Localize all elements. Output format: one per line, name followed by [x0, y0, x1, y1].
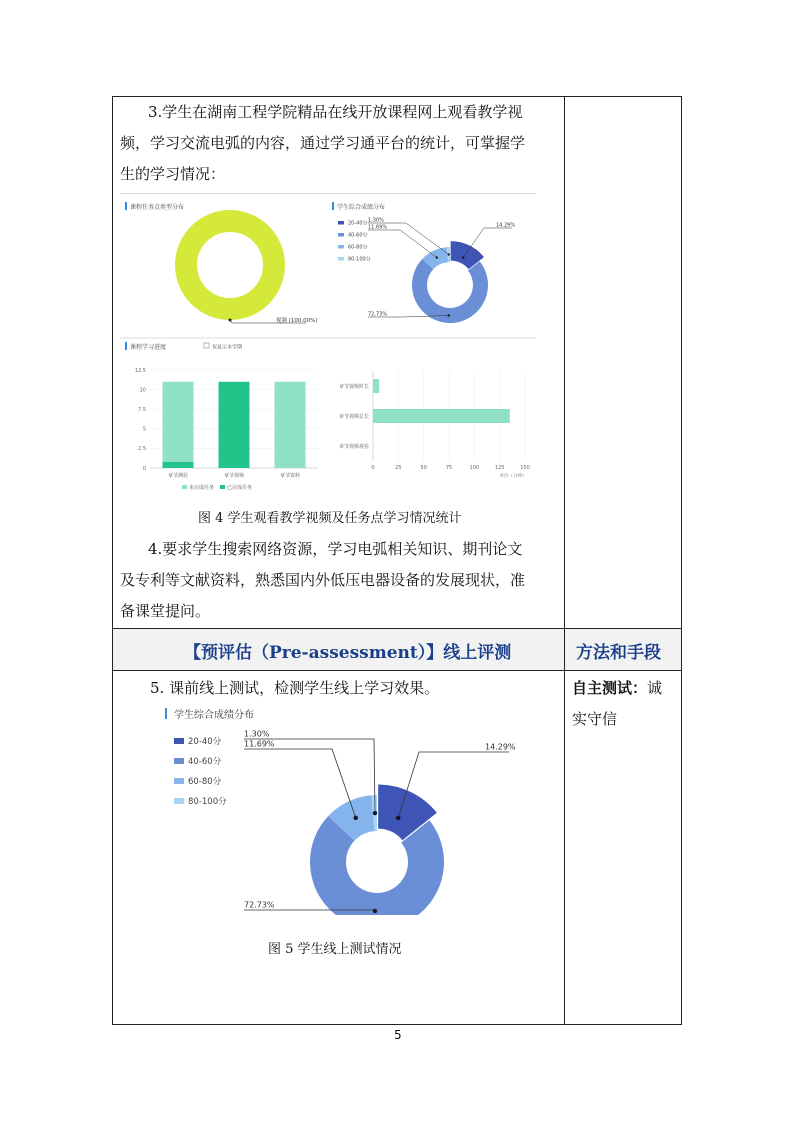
hbar-bar-0 [373, 379, 379, 393]
page-number: 5 [394, 1028, 402, 1042]
legend-swatch-0 [338, 221, 344, 225]
vbar-category-0: 章节测验 [167, 473, 189, 479]
legend-swatch-3 [338, 257, 344, 261]
header-divider [564, 628, 565, 671]
video-time-hbar-chart [339, 371, 530, 479]
paragraph-3-line-2: 频，学习交流电弧的内容，通过学习通平台的统计，可掌握学 [120, 134, 526, 152]
donut-title-marker [125, 202, 127, 210]
pie-title-marker [332, 202, 334, 210]
vbar-ytick-4: 10 [139, 387, 146, 394]
trend-title-marker [125, 342, 127, 350]
legend-label-3: 80-100分 [188, 797, 227, 807]
vbar-bar-0-1 [163, 382, 194, 462]
vbar-legend-swatch-0 [182, 485, 187, 489]
vbar-bar-1-0 [219, 382, 250, 468]
table-right-border [681, 96, 682, 1025]
legend-label-2: 60-80分 [348, 244, 368, 251]
donut-title: 课程任务点类型分布 [130, 204, 185, 211]
method-text-1: 诚 [647, 679, 663, 697]
legend-swatch-1 [338, 233, 344, 237]
callout-label-3: 1.30% [244, 729, 270, 739]
method-text-2: 实守信 [572, 710, 618, 728]
vbar-ytick-5: 12.5 [134, 367, 146, 374]
legend-swatch-2 [338, 245, 344, 249]
vbar-category-2: 章节资料 [279, 473, 301, 479]
hbar-xtick-0: 0 [371, 465, 375, 471]
legend-label-1: 40-60分 [188, 757, 222, 767]
header-bottom-border [112, 670, 682, 671]
method-header: 方法和手段 [576, 643, 661, 663]
vbar-ytick-2: 5 [142, 426, 146, 433]
header-top-border [112, 628, 682, 629]
paragraph-4-line-1: 4.要求学生搜索网络资源，学习电弧相关知识、期刊论文 [148, 540, 523, 558]
vbar-bar-2-1 [275, 382, 306, 468]
vbar-category-1: 章节视频 [223, 473, 245, 479]
vbar-bar-0-0 [163, 462, 194, 468]
vbar-legend-label-1: 已完成任务 [227, 485, 253, 491]
donut-slice-1 [412, 259, 488, 323]
vbar-ytick-0: 0 [142, 465, 146, 472]
legend-swatch-0 [174, 738, 184, 744]
legend-label-0: 20-40分 [348, 220, 368, 227]
hbar-category-0: 章节视频时长 [338, 383, 369, 390]
callout-label-1: 72.73% [244, 900, 275, 910]
table-bottom-border [112, 1024, 682, 1025]
hbar-bar-1 [373, 409, 510, 423]
hbar-xtick-1: 25 [395, 465, 402, 471]
hbar-category-2: 章节视频观看 [338, 443, 369, 450]
callout-label-0: 14.29% [485, 742, 516, 752]
legend-label-1: 40-60分 [348, 232, 368, 239]
paragraph-3-line-1: 3.学生在湖南工程学院精品在线开放课程网上观看教学视 [148, 103, 523, 121]
callout-line-2 [368, 230, 437, 258]
trend-checkbox-label: 仅显示本学期 [212, 344, 243, 351]
paragraph-4-line-3: 备课堂提问。 [120, 602, 211, 620]
task-type-donut [186, 221, 318, 324]
legend-swatch-3 [174, 798, 184, 804]
legend-label-2: 60-80分 [188, 777, 222, 787]
callout-label-1: 72.73% [368, 311, 388, 318]
big-grade-donut [244, 730, 516, 915]
hbar-xtick-6: 150 [520, 465, 530, 471]
donut-value-label: 视频 (100.00%) [276, 318, 318, 324]
legend-swatch-2 [174, 778, 184, 784]
big-pie-title-marker [165, 708, 167, 719]
table-left-border [112, 96, 113, 1025]
hbar-xtick-4: 100 [469, 465, 480, 471]
hbar-xtick-3: 75 [445, 465, 453, 471]
vbar-ytick-3: 7.5 [138, 407, 146, 413]
hbar-unit-label: 单位（分钟） [499, 474, 527, 479]
figure-5-caption: 图 5 学生线上测试情况 [268, 942, 402, 957]
paragraph-3-line-3: 生的学习情况： [120, 165, 226, 183]
figure-4-dashboard [120, 193, 536, 499]
task-progress-bar-chart [135, 368, 318, 491]
trend-title: 课程学习进度 [130, 344, 167, 351]
callout-label-0: 14.29% [496, 222, 516, 229]
figure-4-caption: 图 4 学生观看教学视频及任务点学习情况统计 [198, 511, 462, 526]
trend-checkbox [204, 343, 209, 348]
table-column-divider [564, 96, 565, 1025]
paragraph-5: 5. 课前线上测试，检测学生线上学习效果。 [150, 679, 440, 697]
big-grade-legend [174, 736, 227, 807]
legend-label-3: 80-100分 [348, 256, 371, 263]
method-cell [572, 673, 676, 735]
pie-title: 学生综合成绩分布 [337, 204, 386, 211]
donut-slice-1 [310, 816, 444, 915]
hbar-xtick-5: 125 [494, 465, 505, 471]
small-grade-donut [368, 218, 515, 324]
figure-5-grade-chart [160, 700, 540, 915]
method-bold-label: 自主测试： [572, 679, 648, 697]
vbar-legend-label-0: 未完成任务 [189, 485, 215, 491]
vbar-legend-swatch-1 [220, 485, 225, 489]
hbar-xtick-2: 50 [420, 465, 427, 471]
pre-assessment-header: 【预评估（Pre-assessment）】线上评测 [184, 643, 512, 663]
hbar-category-1: 章节视频总长 [338, 413, 369, 420]
big-pie-title: 学生综合成绩分布 [174, 710, 254, 721]
callout-label-3: 1.30% [368, 217, 384, 224]
vbar-ytick-1: 2.5 [138, 446, 146, 453]
callout-label-2: 11.69% [244, 739, 275, 749]
paragraph-4-line-2: 及专利等文献资料，熟悉国内外低压电器设备的发展现状，准 [120, 571, 526, 589]
legend-label-0: 20-40分 [188, 737, 222, 747]
small-grade-legend [338, 220, 371, 263]
callout-label-2: 11.69% [368, 224, 388, 231]
legend-swatch-1 [174, 758, 184, 764]
